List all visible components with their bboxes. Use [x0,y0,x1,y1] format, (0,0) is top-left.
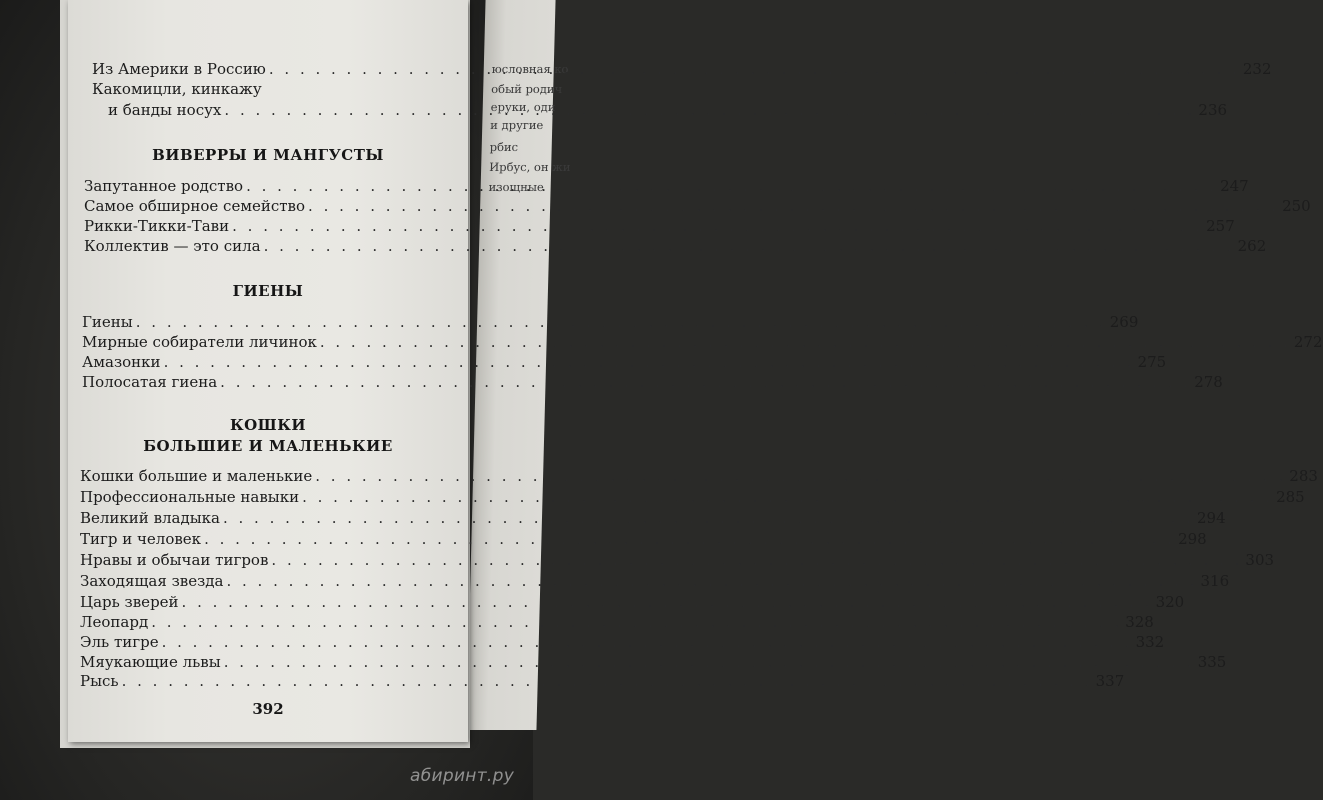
leader-dots [264,237,1235,255]
leader-dots [223,509,1194,527]
toc-entry [80,593,1185,611]
leader-dots [164,353,1135,371]
toc-entry [80,572,1230,590]
toc-entry [82,373,1223,391]
adjacent-page-text: обый родич [491,82,563,96]
toc-entry-title: Какомицли, кинкажу [92,80,262,98]
toc-entry-title: Эль тигре [80,633,159,651]
toc-entry-page: 257 [1206,217,1235,235]
leader-dots [151,613,1122,631]
leader-dots [302,488,1273,506]
toc-entry [82,333,1323,351]
toc-entry-page: 328 [1125,613,1154,631]
toc-entry-title: Заходящая звезда [80,572,224,590]
leader-dots [224,653,1195,671]
toc-entry-page: 247 [1220,177,1249,195]
toc-entry [84,197,1311,215]
leader-dots [182,593,1153,611]
toc-entry [84,237,1267,255]
toc-entry [80,488,1305,506]
toc-entry-title: Из Америки в Россию [92,60,266,78]
leader-dots [136,313,1107,331]
leader-dots [271,551,1242,569]
leader-dots [226,572,1197,590]
toc-entry-title: Коллектив — это сила [84,237,261,255]
leader-dots [232,217,1203,235]
toc-entry-title: Гиены [82,313,133,331]
toc-entry-page: 269 [1109,313,1139,331]
toc-entry-title: Рысь [80,672,119,690]
toc-entry-page: 320 [1155,593,1185,611]
toc-entry-page: 236 [1198,101,1228,119]
toc-entry-title: Великий владыка [80,509,220,527]
adjacent-page-text: еруки, оди [490,100,556,114]
toc-entry-title: Леопард [80,613,149,631]
toc-entry-title: Запутанное родство [84,177,244,195]
toc-entry-page: 303 [1245,551,1275,569]
watermark: абиринт.ру [410,766,515,786]
toc-entry-page: 283 [1289,467,1318,485]
adjacent-page-text: Ирбус, он жи [489,160,571,174]
toc-entry [80,509,1226,527]
leader-dots [315,467,1286,485]
page-number: 392 [252,700,284,718]
toc-entry-title: Самое обширное семейство [84,197,306,215]
leader-dots [204,530,1175,548]
toc-entry-page: 335 [1197,653,1227,671]
toc-entry [84,217,1235,235]
toc-entry-page: 262 [1237,237,1267,255]
toc-entry [82,353,1167,371]
adjacent-page-text: рбис [489,140,519,154]
adjacent-page-text: изощные [488,180,545,194]
leader-dots [246,177,1217,195]
toc-entry [80,467,1318,485]
toc-entry-page: 250 [1282,197,1311,215]
toc-entry [80,633,1165,651]
toc-entry-title: Тигр и человек [80,530,202,548]
toc-entry-page: 294 [1197,509,1226,527]
toc-entry-page: 332 [1135,633,1165,651]
toc-entry-title: Мирные собиратели личинок [82,333,317,351]
toc-entry-page: 278 [1194,373,1223,391]
leader-dots [122,672,1093,690]
leader-dots [308,197,1279,215]
toc-entry-page: 337 [1095,672,1125,690]
toc-entry-page: 232 [1242,60,1272,78]
toc-entry-page: 285 [1276,488,1305,506]
toc-entry-title: и банды носух [108,101,222,119]
adjacent-page-text: и другие [490,118,544,132]
leader-dots [220,373,1191,391]
toc-entry-page: 275 [1137,353,1167,371]
toc-entry-page: 272 [1293,333,1323,351]
toc-entry-page: 316 [1200,572,1230,590]
toc-entry [80,530,1207,548]
section-heading: ВИВЕРРЫ И МАНГУСТЫ [152,146,384,164]
toc-entry-title: Царь зверей [80,593,179,611]
toc-entry [82,313,1139,331]
leader-dots [269,60,1240,78]
toc-entry-title: Мяукающие львы [80,653,221,671]
toc-entry-title: Кошки большие и маленькие [80,467,313,485]
toc-entry-title: Нравы и обычаи тигров [80,551,269,569]
section-heading: ГИЕНЫ [232,282,304,300]
adjacent-page-text: юсловная ко [491,62,569,76]
toc-entry [80,613,1154,631]
toc-entry-title: Полосатая гиена [82,373,218,391]
toc-entry [80,551,1275,569]
toc-entry-title: Амазонки [82,353,161,371]
toc-entry-title: Профессиональные навыки [80,488,300,506]
toc-entry-title: Рикки-Тикки-Тави [84,217,230,235]
leader-dots [224,101,1195,119]
leader-dots [320,333,1291,351]
toc-entry [80,653,1227,671]
leader-dots [162,633,1133,651]
toc-entry [80,672,1125,690]
section-heading: КОШКИ [229,416,307,434]
toc-entry-page: 298 [1178,530,1207,548]
section-subheading: БОЛЬШИЕ И МАЛЕНЬКИЕ [143,437,393,455]
